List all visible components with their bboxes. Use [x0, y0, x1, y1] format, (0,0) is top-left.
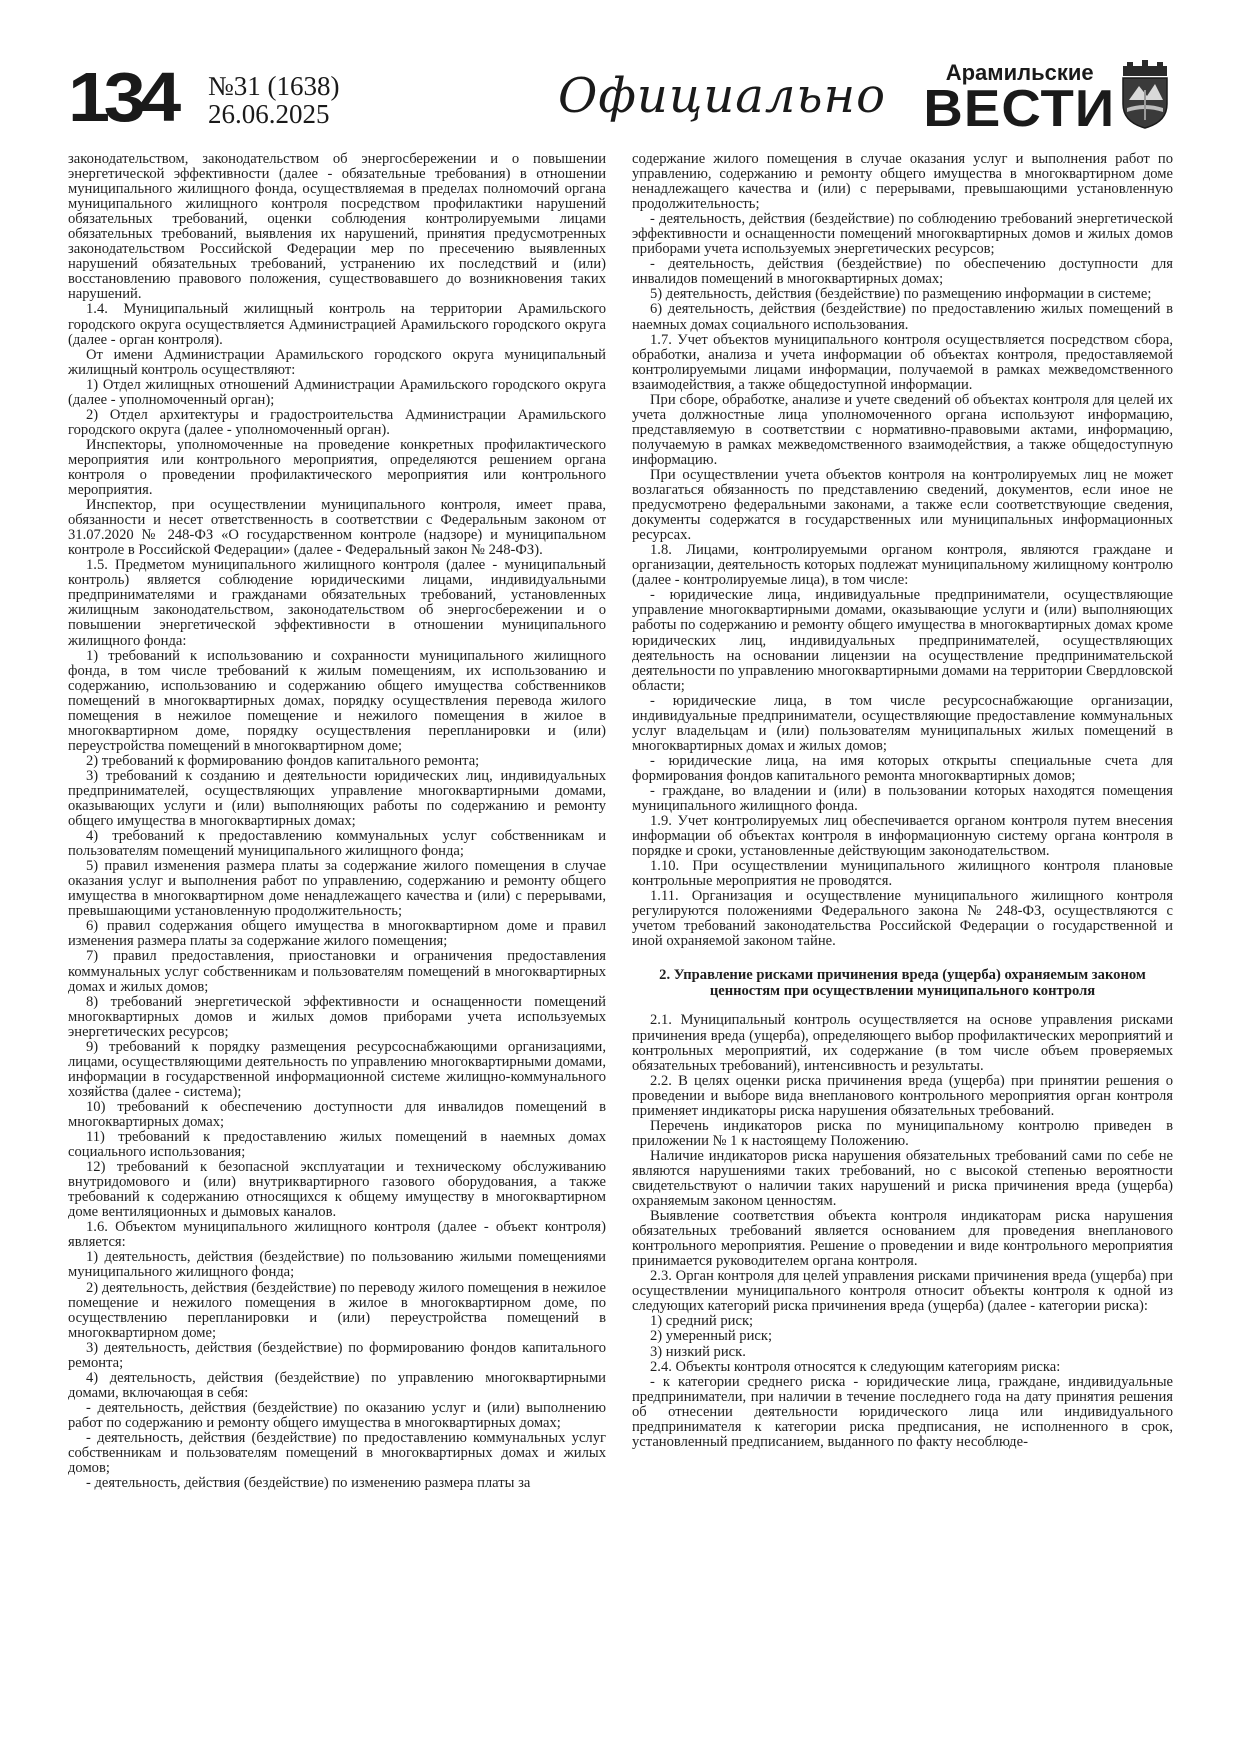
- issue-date: 26.06.2025: [208, 99, 330, 129]
- section-title: Официально: [558, 68, 887, 124]
- paragraph: 7) правил предоставления, приостановки и ограничения предоставления коммунальных услуг собственникам и пользователям помещений в многоквартирных домах и жилых домов;: [68, 948, 606, 995]
- paragraph: 4) деятельность, действия (бездействие) по управлению многоквартирными домами, включающая в себя:: [68, 1369, 606, 1401]
- paragraph: содержание жилого помещения в случае оказания услуг и выполнения работ по управлению, содержанию и ремонту общего имущества в многоквартирном доме ненадлежащего качества и (или) с перерывами, превышающими установленную продолжительность;: [632, 151, 1173, 213]
- logo-text-top: Арамильские: [945, 60, 1094, 85]
- paragraph: 2) Отдел архитектуры и градостроительства Администрации Арамильского городского округа (далее - уполномоченный орган).: [68, 406, 606, 438]
- town-crest-icon: [1117, 60, 1173, 130]
- paragraph: 1.6. Объектом муниципального жилищного контроля (далее - объект контроля) является:: [68, 1219, 606, 1251]
- issue-number: №31 (1638): [208, 71, 340, 101]
- paragraph: 1) деятельность, действия (бездействие) по пользованию жилыми помещениями муниципального жилищного фонда;: [68, 1249, 606, 1281]
- paragraph: - к категории среднего риска - юридические лица, граждане, индивидуальные предприниматели, при наличии в течение последнего года на дату принятия решения об отнесении деятельности юридического лица или индивидуального предпринимателя к категории риска предписания, не исполненного в срок, установленный предписанием, выданного по факту несоблюде-: [632, 1373, 1173, 1450]
- paragraph: 6) правил содержания общего имущества в многоквартирном доме и правил изменения размера платы за содержание жилого помещения;: [68, 918, 606, 950]
- paragraph: При осуществлении учета объектов контроля на контролируемых лиц не может возлагаться обязанность по представлению сведений, документов, если иное не предусмотрено федеральными законами, а также если соответствующие сведения, документы содержатся в государственных или муниципальных информационных ресурсах.: [632, 466, 1173, 544]
- paragraph: Наличие индикаторов риска нарушения обязательных требований сами по себе не являются нарушениями таких требований, но с высокой степенью вероятности свидетельствуют о наличии таких нарушений и риска причинения вреда (ущерба) охраняемым законом ценностям.: [632, 1147, 1173, 1210]
- paragraph: - деятельность, действия (бездействие) по предоставлению коммунальных услуг собственникам и пользователям помещений в многоквартирных домах и жилых домов;: [68, 1429, 606, 1477]
- paragraph: 3) требований к созданию и деятельности юридических лиц, индивидуальных предпринимателей, осуществляющих управление многоквартирными домами, оказывающих услуги и (или) выполняющих работы по содержанию и ремонту общего имущества в многоквартирных домах;: [68, 767, 606, 830]
- logo-text-bottom: ВЕСТИ: [923, 80, 1116, 138]
- paragraph: Перечень индикаторов риска по муниципальному контролю приведен в приложении № 1 к настоящему Положению.: [632, 1117, 1173, 1149]
- paragraph: - деятельность, действия (бездействие) по оказанию услуг и (или) выполнению работ по содержанию и ремонту общего имущества в многоквартирных домах;: [68, 1399, 606, 1431]
- right-column-text-bottom: [632, 1013, 1173, 1449]
- paragraph: 3) деятельность, действия (бездействие) по формированию фондов капитального ремонта;: [68, 1339, 606, 1371]
- paragraph: 1) требований к использованию и сохранности муниципального жилищного фонда, в том числе требований к жилым помещениям, их использованию и содержанию, использованию и содержанию общего имущества собственников помещений в многоквартирных домах, порядку осуществления перевода жилого помещения в нежилое помещение и нежилого помещения в жилое в многоквартирном доме, порядку осуществления перепланировки и (или) переустройства помещений в многоквартирном доме;: [68, 647, 606, 754]
- paragraph: - юридические лица, в том числе ресурсоснабжающие организации, индивидуальные предприниматели, осуществляющие предоставление коммунальных услуг владельцам и (или) пользователям муниципальных жилых помещений в многоквартирных домах и жилых домов;: [632, 692, 1173, 754]
- left-column: [68, 152, 606, 1491]
- masthead: [68, 60, 1173, 152]
- paragraph: - юридические лица, индивидуальные предприниматели, осуществляющие управление многоквартирными домами, оказывающие услуги и (или) выполняющих работы по содержанию и ремонту общего имущества в многоквартирных домах кроме юридических лиц, индивидуальных предпринимателей, осуществляющих деятельность на основании лицензии на осуществление предпринимательской деятельности по управлению многоквартирными домами на территории Свердловской области;: [632, 587, 1173, 694]
- paragraph: Выявление соответствия объекта контроля индикаторам риска нарушения обязательных требований является основанием для проведения внепланового контрольного мероприятия. Решение о проведении и виде контрольного мероприятия принимается руководителем органа контроля.: [632, 1208, 1173, 1270]
- paragraph: 2.4. Объекты контроля относятся к следующим категориям риска:: [650, 1358, 1061, 1375]
- right-column: [632, 152, 1173, 1450]
- paragraph: 5) правил изменения размера платы за содержание жилого помещения в случае оказания услуг и выполнения работ по управлению, содержанию и ремонту общего имущества в многоквартирном доме ненадлежащего качества и (или) с перерывами, превышающими установленную продолжительность;: [68, 858, 606, 920]
- paragraph: 1.7. Учет объектов муниципального контроля осуществляется посредством сбора, обработки, анализа и учета информации об объектах контроля, предоставляемой контролируемыми лицами информации, получаемой в рамках межведомственного взаимодействия, а также общедоступной информации.: [632, 331, 1173, 393]
- paragraph: 6) деятельность, действия (бездействие) по предоставлению жилых помещений в наемных домах социального использования.: [632, 301, 1173, 333]
- paragraph: 2.3. Орган контроля для целей управления рисками причинения вреда (ущерба) при осуществлении муниципального контроля относит объекты контроля к одной из следующих категорий риска причинения вреда (ущерба) (далее - категории риска):: [632, 1268, 1173, 1315]
- paragraph: 8) требований энергетической эффективности и оснащенности помещений многоквартирных домов и жилых домов приборами учета используемых энергетических ресурсов;: [68, 993, 606, 1040]
- paragraph: 2) умеренный риск;: [650, 1328, 773, 1345]
- paragraph: 2.1. Муниципальный контроль осуществляется на основе управления рисками причинения вреда (ущерба), определяющего выбор профилактических мероприятий и контрольных мероприятий, их содержание (в том числе объем проверяемых обязательных требований), интенсивность и результаты.: [632, 1012, 1173, 1074]
- paragraph: 1) Отдел жилищных отношений Администрации Арамильского городского округа (далее - уполномоченный орган);: [68, 376, 606, 408]
- paragraph: 11) требований к предоставлению жилых помещений в наемных домах социального использования;: [68, 1129, 606, 1161]
- paragraph: 1.11. Организация и осуществление муниципального жилищного контроля регулируются положениями Федерального закона № 248-ФЗ, осуществляются с учетом требований законодательства Российской Федерации о государственной и иной охраняемой законом тайне.: [632, 888, 1173, 950]
- right-column-text-top: [632, 152, 1173, 949]
- paragraph: 1.8. Лицами, контролируемыми органом контроля, являются граждане и организации, деятельность которых подлежат муниципальному жилищному контролю (далее - контролируемые лица), в том числе:: [632, 542, 1173, 589]
- paragraph: 3) низкий риск.: [650, 1343, 746, 1360]
- paragraph: Инспектор, при осуществлении муниципального контроля, имеет права, обязанности и несет ответственность в соответствии с Федеральным законом от 31.07.2020 № 248-ФЗ «О государственном контроле (надзоре) и муниципальном контроле в Российской Федерации» (далее - Федеральный закон № 248-ФЗ).: [68, 497, 606, 559]
- page-number: 134: [68, 58, 175, 136]
- paragraph: 1.4. Муниципальный жилищный контроль на территории Арамильского городского округа осуществляется Администрацией Арамильского городского округа (далее - орган контроля).: [68, 301, 606, 348]
- paragraph: - деятельность, действия (бездействие) по обеспечению доступности для инвалидов помещений в многоквартирных домах;: [632, 256, 1173, 288]
- paragraph: - деятельность, действия (бездействие) по изменению размера платы за: [86, 1475, 531, 1492]
- paragraph: От имени Администрации Арамильского городского округа муниципальный жилищный контроль осуществляют:: [68, 346, 606, 378]
- paragraph: При сборе, обработке, анализе и учете сведений об объектах контроля для целей их учета должностные лица уполномоченного органа используют информацию, представляемую в соответствии с нормативно-правовыми актами, информацию, получаемую в рамках межведомственного взаимодействия, а также общедоступную информацию.: [632, 391, 1173, 468]
- paragraph: 1.5. Предметом муниципального жилищного контроля (далее - муниципальный контроль) является соблюдение юридическими лицами, индивидуальными предпринимателями и гражданами обязательных требований, установленных жилищным законодательством, законодательством об энергосбережении и о повышении энергетической эффективности в отношении муниципального жилищного фонда:: [68, 557, 606, 649]
- paragraph: 5) деятельность, действия (бездействие) по размещению информации в системе;: [650, 286, 1152, 303]
- paragraph: - деятельность, действия (бездействие) по соблюдению требований энергетической эффективности и оснащенности помещений многоквартирных домов и жилых домов приборами учета используемых энергетических ресурсов;: [632, 211, 1173, 258]
- paragraph: 1) средний риск;: [650, 1313, 754, 1330]
- paragraph: 9) требований к порядку размещения ресурсоснабжающими организациями, лицами, осуществляющими деятельность по управлению многоквартирными домами, информации в государственной информационной системе жилищно-коммунального хозяйства (далее - система);: [68, 1038, 606, 1100]
- section-heading: 2. Управление рисками причинения вреда (ущерба) охраняемым законом ценностям при осуществлении муниципального контроля: [659, 967, 1146, 1000]
- paragraph: 12) требований к безопасной эксплуатации и техническому обслуживанию внутридомового и (или) внутриквартирного газового оборудования, а также требований к содержанию относящихся к общему имуществу в многоквартирном доме вентиляционных и дымовых каналов.: [68, 1159, 606, 1221]
- paragraph: 10) требований к обеспечению доступности для инвалидов помещений в многоквартирных домах;: [68, 1098, 606, 1130]
- paragraph: 1.10. При осуществлении муниципального жилищного контроля плановые контрольные мероприятия не проводятся.: [632, 858, 1173, 890]
- paragraph: 2) деятельность, действия (бездействие) по переводу жилого помещения в нежилое помещение и нежилого помещения в жилое в многоквартирном доме, по осуществлению перепланировки и (или) переустройства помещений в многоквартирном доме;: [68, 1279, 606, 1341]
- newspaper-logo: [923, 60, 1116, 138]
- paragraph: 1.9. Учет контролируемых лиц обеспечивается органом контроля путем внесения информации об объектах контроля в информационную систему органа контроля в порядке и сроки, установленные действующим законодательством.: [632, 813, 1173, 860]
- paragraph: Инспекторы, уполномоченные на проведение конкретных профилактического мероприятия или контрольного мероприятия, определяются решением органа контроля о проведении профилактического мероприятия или контрольного мероприятия.: [68, 436, 606, 499]
- paragraph: 4) требований к предоставлению коммунальных услуг собственникам и пользователям помещений муниципального жилищного фонда;: [68, 828, 606, 860]
- paragraph: 2) требований к формированию фондов капитального ремонта;: [86, 752, 480, 769]
- paragraph: - юридические лица, на имя которых открыты специальные счета для формирования фондов капитального ремонта многоквартирных домов;: [632, 752, 1173, 784]
- paragraph: законодательством, законодательством об энергосбережении и о повышении энергетической эффективности (далее - обязательные требования) в отношении муниципального жилищного фонда, осуществляемая в пределах полномочий органа муниципального жилищного контроля посредством профилактики нарушений обязательных требований, оценки соблюдения контролируемыми лицами обязательных требований, выявления их нарушений, принятия предусмотренных законодательством Российской Федерации мер по пресечению выявленных нарушений обязательных требований, устранению их последствий и (или) восстановлению правового положения, существовавшего до возникновения таких нарушений.: [68, 151, 606, 303]
- issue-info: [208, 72, 340, 128]
- paragraph: 2.2. В целях оценки риска причинения вреда (ущерба) при принятии решения о проведении и выборе вида внепланового контрольного мероприятия орган контроля применяет индикаторы риска нарушения обязательных требований.: [632, 1072, 1173, 1119]
- paragraph: - граждане, во владении и (или) в пользовании которых находятся помещения муниципального жилищного фонда.: [632, 782, 1173, 815]
